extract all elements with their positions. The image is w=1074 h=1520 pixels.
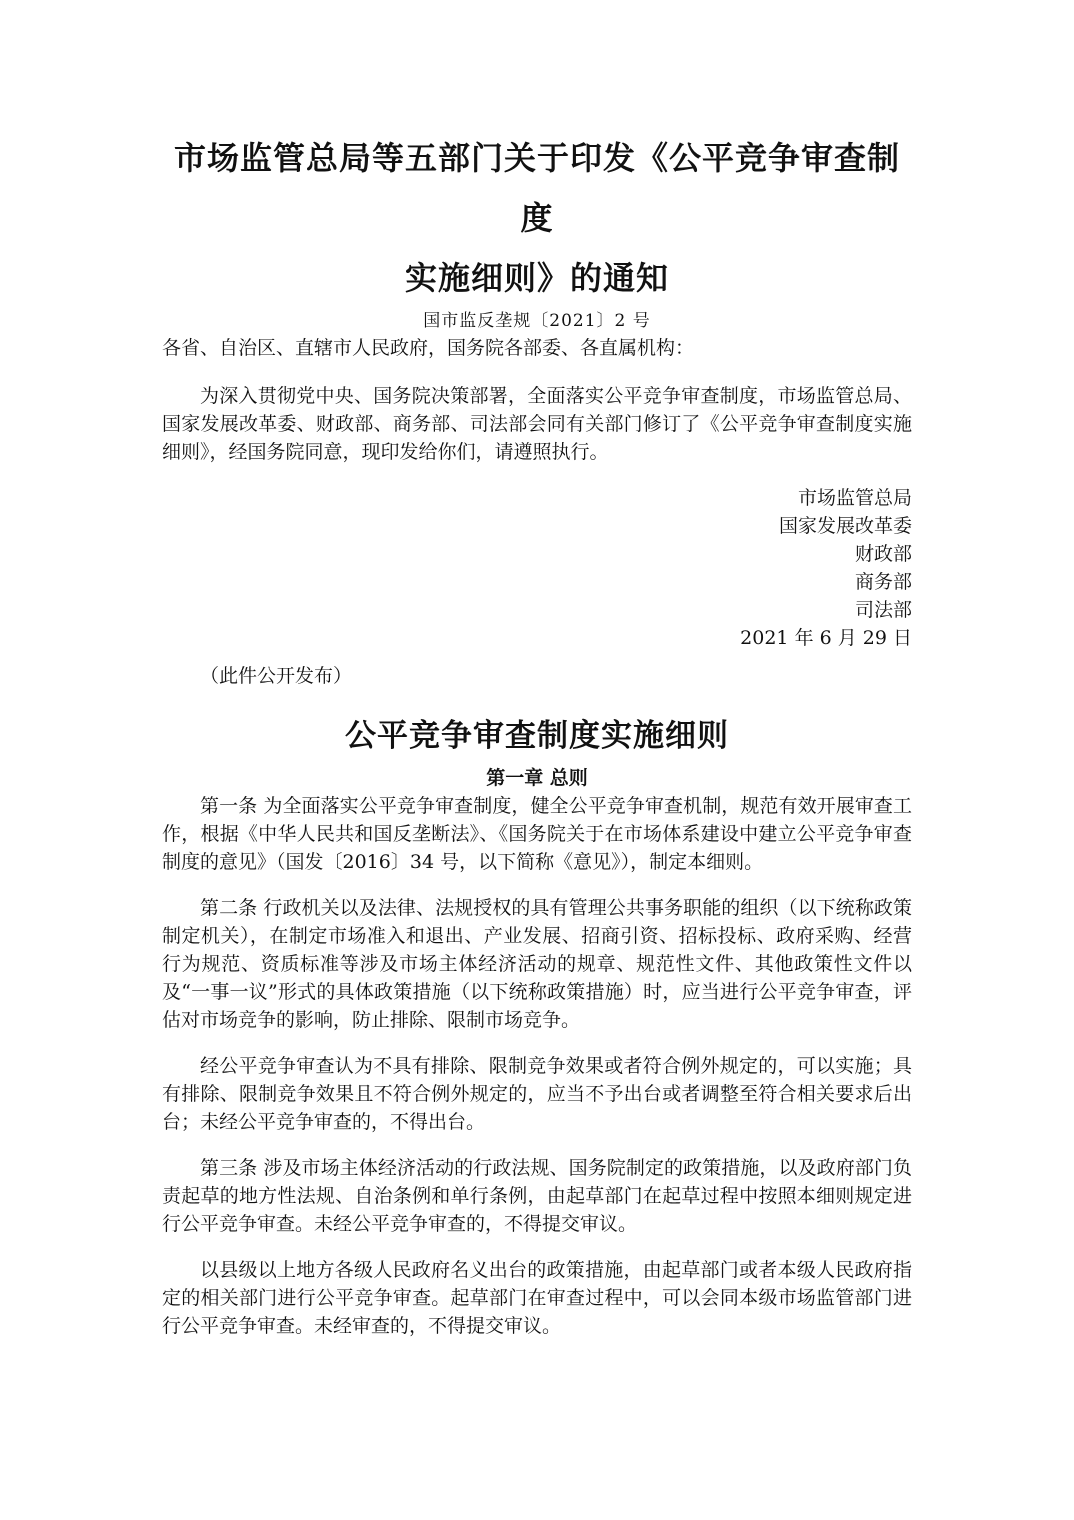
article-3-continuation-paragraph: 以县级以上地方各级人民政府名义出台的政策措施，由起草部门或者本级人民政府指定的相关部门进行公平竞争审查。起草部门在审查过程中，可以会同本级市场监管部门进行公平竞争审查。未经审查的，不得提交审议。 bbox=[162, 1259, 912, 1337]
salutation: 各省、自治区、直辖市人民政府，国务院各部委、各直属机构： bbox=[162, 337, 695, 359]
publish-note: （此件公开发布） bbox=[200, 665, 353, 687]
signer: 市场监管总局 bbox=[797, 487, 912, 509]
signer: 国家发展改革委 bbox=[778, 515, 912, 537]
signer: 司法部 bbox=[854, 599, 912, 621]
article-1-paragraph: 第一条 为全面落实公平竞争审查制度，健全公平竞争审查机制，规范有效开展审查工作，根据《中华人民共和国反垄断法》、《国务院关于在市场体系建设中建立公平竞争审查制度的意见》（国发〔2016〕34 号，以下简称《意见》），制定本细则。 bbox=[162, 795, 912, 873]
chapter-title: 第一章 总则 bbox=[486, 767, 588, 789]
document-number: 国市监反垄规〔2021〕2 号 bbox=[423, 311, 651, 331]
signing-date: 2021 年 6 月 29 日 bbox=[740, 627, 912, 649]
signer: 财政部 bbox=[854, 543, 912, 565]
rules-title: 公平竞争审查制度实施细则 bbox=[345, 718, 729, 754]
notice-body: 为深入贯彻党中央、国务院决策部署，全面落实公平竞争审查制度，市场监管总局、国家发展改革委、财政部、商务部、司法部会同有关部门修订了《公平竞争审查制度实施细则》，经国务院同意，现印发给你们，请遵照执行。 bbox=[162, 385, 912, 463]
document-content bbox=[162, 128, 912, 1358]
notice-title-line-1: 市场监管总局等五部门关于印发《公平竞争审查制度 bbox=[173, 139, 900, 237]
signers-block bbox=[162, 484, 912, 652]
signer: 商务部 bbox=[854, 571, 912, 593]
article-3-paragraph: 第三条 涉及市场主体经济活动的行政法规、国务院制定的政策措施，以及政府部门负责起草的地方性法规、自治条例和单行条例，由起草部门在起草过程中按照本细则规定进行公平竞争审查。未经公平竞争审查的，不得提交审议。 bbox=[162, 1157, 912, 1235]
notice-title bbox=[162, 128, 912, 308]
article-2-paragraph: 第二条 行政机关以及法律、法规授权的具有管理公共事务职能的组织（以下统称政策制定机关），在制定市场准入和退出、产业发展、招商引资、招标投标、政府采购、经营行为规范、资质标准等涉及市场主体经济活动的规章、规范性文件、其他政策性文件以及“一事一议”形式的具体政策措施（以下统称政策措施）时，应当进行公平竞争审查，评估对市场竞争的影响，防止排除、限制市场竞争。 bbox=[162, 897, 912, 1031]
notice-title-line-2: 实施细则》的通知 bbox=[404, 259, 669, 297]
article-2-continuation-paragraph: 经公平竞争审查认为不具有排除、限制竞争效果或者符合例外规定的，可以实施；具有排除、限制竞争效果且不符合例外规定的，应当不予出台或者调整至符合相关要求后出台；未经公平竞争审查的，不得出台。 bbox=[162, 1055, 912, 1133]
